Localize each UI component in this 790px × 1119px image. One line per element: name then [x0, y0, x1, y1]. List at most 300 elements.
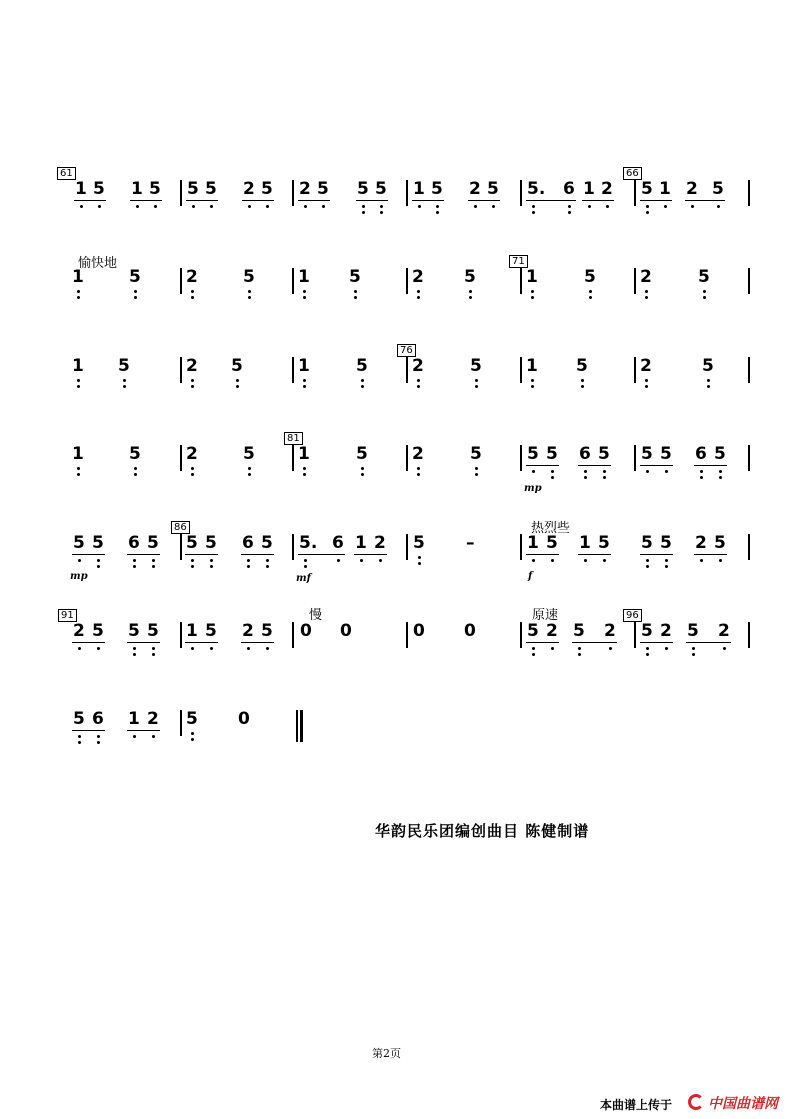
octave-dot: [700, 476, 703, 479]
note: 2: [243, 179, 255, 199]
octave-dot: [152, 735, 155, 738]
barline: [748, 622, 750, 648]
beam-line: [526, 200, 576, 201]
octave-dot: [691, 205, 694, 208]
note: 0: [238, 709, 250, 729]
octave-dot: [354, 290, 357, 293]
octave-dot: [531, 290, 534, 293]
barline: [406, 180, 408, 206]
note: 5: [641, 533, 653, 553]
beam-line: [640, 200, 672, 201]
dynamic-marking: mp: [70, 571, 88, 582]
octave-dot: [664, 205, 667, 208]
note: 5: [698, 267, 710, 287]
octave-dot: [152, 647, 155, 650]
barline: [406, 622, 408, 648]
octave-dot: [247, 647, 250, 650]
note: 5: [261, 533, 273, 553]
beam-line: [526, 554, 559, 555]
note: 1: [298, 444, 310, 464]
note: 2: [73, 621, 85, 641]
beam-line: [127, 642, 160, 643]
octave-dot: [589, 290, 592, 293]
octave-dot: [578, 653, 581, 656]
octave-dot: [80, 205, 83, 208]
note: 2: [601, 179, 613, 199]
note: 6: [563, 179, 575, 199]
octave-dot: [532, 653, 535, 656]
note: 5.: [299, 533, 318, 553]
dynamic-marking: f: [528, 571, 533, 582]
note: 5: [261, 179, 273, 199]
note: –: [466, 533, 475, 553]
barline: [292, 180, 294, 206]
octave-dot: [603, 559, 606, 562]
note: 1: [298, 356, 310, 376]
octave-dot: [152, 653, 155, 656]
note: 2: [412, 356, 424, 376]
beam-line: [241, 554, 274, 555]
final-barline-thin: [296, 710, 298, 742]
note: 5: [431, 179, 443, 199]
note: 5: [205, 621, 217, 641]
note: 1: [527, 533, 539, 553]
octave-dot: [236, 379, 239, 382]
octave-dot: [469, 296, 472, 299]
octave-dot: [134, 296, 137, 299]
beam-line: [640, 642, 673, 643]
octave-dot: [191, 467, 194, 470]
note: 5: [641, 444, 653, 464]
octave-dot: [248, 467, 251, 470]
note: 5: [73, 709, 85, 729]
octave-dot: [665, 647, 668, 650]
barline: [406, 445, 408, 471]
octave-dot: [266, 647, 269, 650]
octave-dot: [78, 647, 81, 650]
tempo-marking: 愉快地: [78, 256, 118, 271]
octave-dot: [379, 559, 382, 562]
octave-dot: [248, 205, 251, 208]
note: 5.: [527, 179, 546, 199]
beam-line: [582, 200, 614, 201]
octave-dot: [474, 205, 477, 208]
beam-line: [356, 200, 388, 201]
octave-dot: [123, 385, 126, 388]
octave-dot: [584, 470, 587, 473]
octave-dot: [191, 379, 194, 382]
octave-dot: [646, 470, 649, 473]
note: 5: [573, 621, 585, 641]
octave-dot: [646, 565, 649, 568]
octave-dot: [492, 205, 495, 208]
note: 5: [147, 533, 159, 553]
barline: [180, 534, 182, 560]
beam-line: [640, 554, 673, 555]
barline: [634, 180, 636, 206]
barline: [292, 534, 294, 560]
barline: [634, 622, 636, 648]
octave-dot: [665, 565, 668, 568]
note: 5: [187, 179, 199, 199]
octave-dot: [304, 205, 307, 208]
octave-dot: [551, 647, 554, 650]
octave-dot: [236, 385, 239, 388]
note: 5: [205, 533, 217, 553]
note: 5: [118, 356, 130, 376]
beam-line: [72, 730, 105, 731]
note: 5: [129, 444, 141, 464]
octave-dot: [700, 559, 703, 562]
octave-dot: [578, 647, 581, 650]
upload-notice: 本曲谱上传于: [600, 1098, 673, 1112]
octave-dot: [703, 290, 706, 293]
beam-line: [241, 642, 274, 643]
barline: [180, 710, 182, 736]
octave-dot: [304, 559, 307, 562]
octave-dot: [568, 205, 571, 208]
octave-dot: [417, 467, 420, 470]
octave-dot: [707, 385, 710, 388]
note: 5: [92, 621, 104, 641]
octave-dot: [362, 211, 365, 214]
note: 2: [604, 621, 616, 641]
octave-dot: [78, 735, 81, 738]
octave-dot: [210, 647, 213, 650]
octave-dot: [589, 296, 592, 299]
octave-dot: [97, 559, 100, 562]
octave-dot: [531, 379, 534, 382]
octave-dot: [361, 379, 364, 382]
octave-dot: [98, 205, 101, 208]
octave-dot: [77, 296, 80, 299]
beam-line: [526, 642, 559, 643]
beam-line: [694, 465, 727, 466]
final-barline-thick: [300, 710, 303, 742]
barline: [520, 534, 522, 560]
note: 1: [579, 533, 591, 553]
measure-number: 71: [509, 255, 528, 268]
beam-line: [526, 465, 559, 466]
note: 5: [243, 444, 255, 464]
octave-dot: [133, 653, 136, 656]
note: 2: [718, 621, 730, 641]
beam-line: [412, 200, 444, 201]
octave-dot: [418, 562, 421, 565]
octave-dot: [692, 647, 695, 650]
octave-dot: [475, 379, 478, 382]
note: 2: [186, 444, 198, 464]
barline: [180, 622, 182, 648]
octave-dot: [700, 470, 703, 473]
octave-dot: [134, 473, 137, 476]
beam-line: [685, 200, 725, 201]
barline: [180, 268, 182, 294]
beam-line: [127, 730, 160, 731]
octave-dot: [417, 385, 420, 388]
octave-dot: [361, 385, 364, 388]
octave-dot: [247, 559, 250, 562]
octave-dot: [133, 647, 136, 650]
barline: [748, 268, 750, 294]
note: 5: [527, 444, 539, 464]
beam-line: [74, 200, 106, 201]
octave-dot: [303, 290, 306, 293]
octave-dot: [418, 205, 421, 208]
octave-dot: [303, 473, 306, 476]
note: 5: [261, 621, 273, 641]
note: 5: [641, 179, 653, 199]
octave-dot: [417, 290, 420, 293]
beam-line: [127, 554, 160, 555]
beam-line: [578, 554, 611, 555]
barline: [180, 445, 182, 471]
note: 0: [340, 621, 352, 641]
octave-dot: [210, 559, 213, 562]
octave-dot: [646, 211, 649, 214]
octave-dot: [645, 296, 648, 299]
note: 5: [205, 179, 217, 199]
note: 5: [527, 621, 539, 641]
credit-text: 华韵民乐团编创曲目 陈健制谱: [375, 822, 590, 840]
octave-dot: [588, 205, 591, 208]
page-number: 第2页: [372, 1047, 401, 1060]
note: 0: [464, 621, 476, 641]
beam-line: [578, 465, 611, 466]
octave-dot: [532, 205, 535, 208]
octave-dot: [133, 735, 136, 738]
note: 0: [413, 621, 425, 641]
note: 5: [243, 267, 255, 287]
barline: [520, 268, 522, 294]
octave-dot: [191, 296, 194, 299]
note: 5: [356, 444, 368, 464]
barline: [406, 534, 408, 560]
octave-dot: [645, 290, 648, 293]
octave-dot: [191, 565, 194, 568]
note: 5: [413, 533, 425, 553]
note: 5: [584, 267, 596, 287]
note: 2: [640, 356, 652, 376]
octave-dot: [719, 559, 722, 562]
measure-number: 76: [397, 344, 416, 357]
note: 5: [357, 179, 369, 199]
measure-number: 86: [171, 521, 190, 534]
octave-dot: [581, 385, 584, 388]
octave-dot: [303, 379, 306, 382]
octave-dot: [606, 205, 609, 208]
octave-dot: [77, 290, 80, 293]
beam-line: [185, 642, 218, 643]
beam-line: [185, 554, 218, 555]
barline: [406, 357, 408, 383]
tempo-marking: 热烈些: [531, 521, 571, 536]
octave-dot: [646, 205, 649, 208]
note: 5: [714, 533, 726, 553]
octave-dot: [322, 205, 325, 208]
octave-dot: [248, 473, 251, 476]
note: 1: [526, 267, 538, 287]
octave-dot: [266, 565, 269, 568]
barline: [520, 180, 522, 206]
logo-text: 中国曲谱网: [708, 1096, 778, 1112]
octave-dot: [418, 556, 421, 559]
octave-dot: [78, 741, 81, 744]
note: 5: [129, 267, 141, 287]
note: 5: [231, 356, 243, 376]
note: 2: [374, 533, 386, 553]
octave-dot: [469, 290, 472, 293]
note: 2: [186, 267, 198, 287]
beam-line: [694, 554, 727, 555]
octave-dot: [133, 565, 136, 568]
note: 2: [640, 267, 652, 287]
octave-dot: [707, 379, 710, 382]
note: 2: [242, 621, 254, 641]
octave-dot: [152, 559, 155, 562]
note: 5: [375, 179, 387, 199]
octave-dot: [78, 559, 81, 562]
octave-dot: [532, 470, 535, 473]
octave-dot: [136, 205, 139, 208]
note: 5: [147, 621, 159, 641]
note: 1: [72, 356, 84, 376]
note: 1: [526, 356, 538, 376]
tempo-marking: 原速: [532, 608, 559, 623]
octave-dot: [191, 385, 194, 388]
tempo-marking: 慢: [309, 608, 323, 623]
octave-dot: [97, 565, 100, 568]
note: 2: [469, 179, 481, 199]
site-logo[interactable]: [688, 1092, 784, 1112]
octave-dot: [191, 559, 194, 562]
octave-dot: [417, 473, 420, 476]
note: 2: [412, 444, 424, 464]
note: 6: [128, 533, 140, 553]
octave-dot: [191, 738, 194, 741]
note: 5: [73, 533, 85, 553]
dynamic-marking: mp: [524, 483, 542, 494]
note: 2: [695, 533, 707, 553]
barline: [520, 357, 522, 383]
barline: [180, 180, 182, 206]
octave-dot: [133, 559, 136, 562]
octave-dot: [609, 647, 612, 650]
note: 2: [546, 621, 558, 641]
beam-line: [242, 200, 274, 201]
note: 1: [75, 179, 87, 199]
note: 0: [300, 621, 312, 641]
note: 5: [149, 179, 161, 199]
octave-dot: [723, 647, 726, 650]
measure-number: 96: [623, 609, 642, 622]
beam-line: [298, 554, 345, 555]
octave-dot: [531, 385, 534, 388]
octave-dot: [97, 735, 100, 738]
note: 5: [546, 533, 558, 553]
octave-dot: [531, 296, 534, 299]
octave-dot: [360, 559, 363, 562]
logo-mark-icon: [688, 1094, 704, 1110]
note: 2: [686, 179, 698, 199]
octave-dot: [337, 559, 340, 562]
octave-dot: [532, 559, 535, 562]
note: 1: [72, 267, 84, 287]
octave-dot: [266, 205, 269, 208]
note: 2: [186, 356, 198, 376]
octave-dot: [304, 565, 307, 568]
octave-dot: [665, 470, 668, 473]
note: 6: [332, 533, 344, 553]
octave-dot: [354, 296, 357, 299]
octave-dot: [551, 476, 554, 479]
octave-dot: [303, 467, 306, 470]
note: 2: [299, 179, 311, 199]
note: 2: [660, 621, 672, 641]
octave-dot: [77, 385, 80, 388]
note: 1: [128, 709, 140, 729]
octave-dot: [77, 379, 80, 382]
barline: [748, 445, 750, 471]
octave-dot: [584, 559, 587, 562]
beam-line: [572, 642, 617, 643]
note: 5: [660, 533, 672, 553]
octave-dot: [417, 379, 420, 382]
octave-dot: [417, 296, 420, 299]
octave-dot: [645, 379, 648, 382]
octave-dot: [581, 379, 584, 382]
octave-dot: [191, 732, 194, 735]
note: 5: [598, 533, 610, 553]
octave-dot: [436, 205, 439, 208]
octave-dot: [717, 205, 720, 208]
octave-dot: [532, 211, 535, 214]
note: 5: [464, 267, 476, 287]
barline: [292, 622, 294, 648]
octave-dot: [134, 467, 137, 470]
octave-dot: [97, 741, 100, 744]
barline: [180, 357, 182, 383]
note: 5: [92, 533, 104, 553]
note: 1: [298, 267, 310, 287]
octave-dot: [646, 653, 649, 656]
octave-dot: [77, 467, 80, 470]
note: 5: [487, 179, 499, 199]
note: 6: [695, 444, 707, 464]
octave-dot: [123, 379, 126, 382]
note: 5: [317, 179, 329, 199]
note: 5: [93, 179, 105, 199]
note: 5: [702, 356, 714, 376]
note: 5: [546, 444, 558, 464]
barline: [520, 445, 522, 471]
octave-dot: [192, 205, 195, 208]
octave-dot: [703, 296, 706, 299]
octave-dot: [719, 476, 722, 479]
barline: [748, 180, 750, 206]
note: 1: [659, 179, 671, 199]
note: 2: [147, 709, 159, 729]
octave-dot: [603, 470, 606, 473]
note: 6: [92, 709, 104, 729]
octave-dot: [475, 473, 478, 476]
octave-dot: [152, 565, 155, 568]
octave-dot: [361, 467, 364, 470]
beam-line: [640, 465, 673, 466]
octave-dot: [380, 211, 383, 214]
measure-number: 81: [284, 432, 303, 445]
barline: [520, 622, 522, 648]
